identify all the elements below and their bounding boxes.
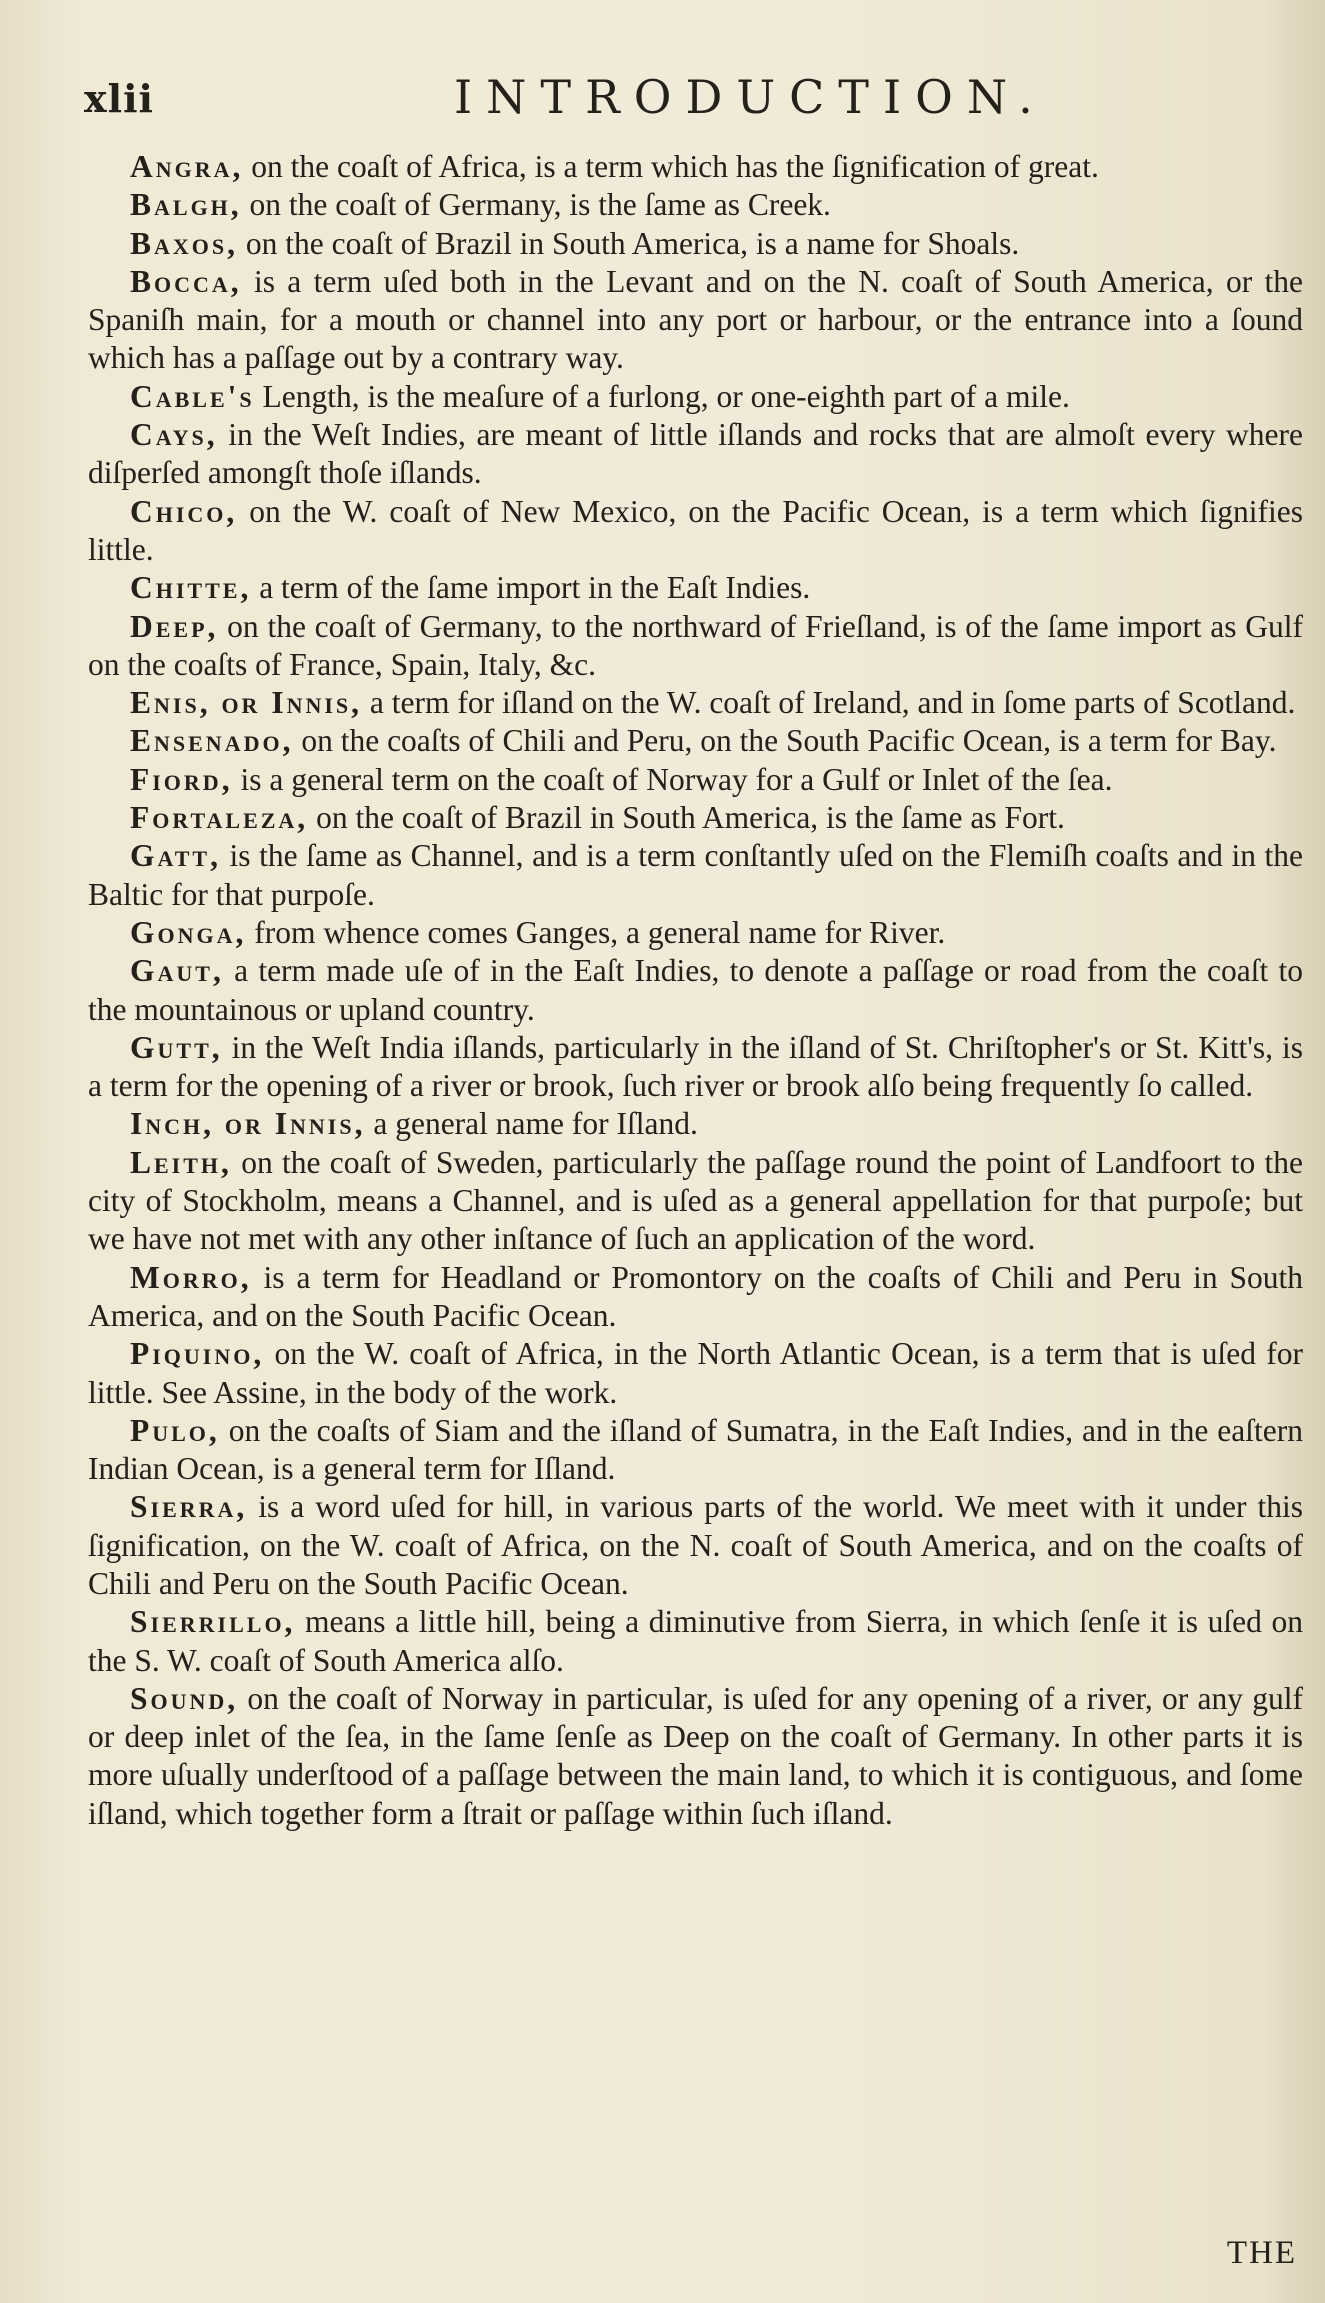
entry-definition: is a word uſed for hill, in various parts of the world. We meet with it under this ſignification, on the W. coaſt of Africa, on the N. coaſt of South America, and on the coaſts of Chili and Peru on the South Pacific Ocean. (88, 1489, 1303, 1601)
entry-definition: in the Weſt Indies, are meant of little iſlands and rocks that are almoſt every where diſperſed amongſt thoſe iſlands. (88, 417, 1303, 491)
glossary-entry (88, 493, 1303, 570)
glossary-entries (88, 148, 1303, 1833)
entry-definition: is the ſame as Channel, and is a term conſtantly uſed on the Flemiſh coaſts and in the Baltic for that purpoſe. (88, 838, 1303, 912)
entry-term: Ensenado, (130, 723, 294, 759)
entry-term: Balgh, (130, 187, 242, 223)
glossary-entry (88, 837, 1303, 914)
entry-term: Chitte, (130, 570, 252, 606)
entry-term: Gonga, (130, 914, 247, 950)
entry-definition: on the coaſt of Germany, to the northward of Frieſland, is of the ſame import as Gulf on the coaſts of France, Spain, Italy, &c. (88, 608, 1303, 682)
entry-definition: on the coaſt of Brazil in South America, is a name for Shoals. (238, 225, 1020, 261)
entry-term: Cays, (130, 417, 218, 453)
entry-term: Inch, or Innis, (130, 1106, 366, 1142)
glossary-entry (88, 1412, 1303, 1489)
entry-definition: on the coaſt of Sweden, particularly the paſſage round the point of Landfoort to the city of Stockholm, means a Channel, and is uſed as a general appellation for that purpoſe; but we have not met with any other inſtance of ſuch an application of the word. (88, 1144, 1303, 1257)
entry-definition: on the coaſts of Siam and the iſland of Sumatra, in the Eaſt Indies, and in the eaſtern Indian Ocean, is a general term for Iſland. (88, 1412, 1303, 1487)
entry-definition: a term for iſland on the W. coaſt of Ireland, and in ſome parts of Scotland. (362, 685, 1296, 721)
entry-definition: on the coaſt of Brazil in South America, is the ſame as Fort. (308, 800, 1065, 836)
entry-term: Gutt, (130, 1029, 223, 1065)
glossary-entry (88, 914, 1303, 952)
glossary-entry (88, 416, 1303, 493)
glossary-entry (88, 799, 1303, 837)
page-number: xlii (84, 76, 154, 121)
entry-term: Sierrillo, (130, 1604, 296, 1640)
entry-term: Sierra, (130, 1489, 248, 1525)
entry-definition: is a general term on the coaſt of Norway for a Gulf or Inlet of the ſea. (232, 761, 1113, 797)
entry-definition: on the W. coaſt of Africa, in the North Atlantic Ocean, is a term that is uſed for little. See Assine, in the body of the work. (88, 1336, 1303, 1410)
entry-term: Bocca, (130, 263, 242, 299)
glossary-entry (88, 186, 1303, 224)
glossary-entry (88, 263, 1303, 378)
glossary-entry (88, 148, 1303, 186)
entry-definition: from whence comes Ganges, a general name for River. (246, 914, 946, 950)
entry-definition: in the Weſt India iſlands, particularly in the iſland of St. Chriſtopher's or St. Kitt's, is a term for the opening of a river or brook, ſuch river or brook alſo being frequently ſo called. (88, 1029, 1303, 1104)
catchword: THE (1226, 2235, 1297, 2271)
entry-term: Angra, (130, 149, 244, 184)
glossary-entry (88, 952, 1303, 1029)
glossary-entry (88, 1680, 1303, 1833)
glossary-entry (88, 722, 1303, 760)
entry-definition: is a term for Headland or Promontory on the coaſts of Chili and Peru in South America, and on the South Pacific Ocean. (88, 1259, 1303, 1333)
glossary-entry (88, 225, 1303, 263)
entry-term: Sound, (130, 1680, 239, 1716)
glossary-entry (88, 761, 1303, 799)
page-header (84, 70, 1294, 130)
entry-definition: a term of the ſame import in the Eaſt Indies. (251, 570, 811, 606)
entry-definition: on the coaſt of Africa, is a term which has the ſignification of great. (243, 149, 1099, 184)
entry-term: Baxos, (130, 225, 239, 261)
glossary-entry (88, 1488, 1303, 1603)
entry-term: Piquino, (130, 1336, 265, 1372)
entry-term: Deep, (130, 608, 219, 644)
glossary-entry (88, 1105, 1303, 1143)
glossary-entry (88, 1603, 1303, 1680)
glossary-entry (88, 1335, 1303, 1412)
entry-term: Pulo, (130, 1412, 220, 1448)
entry-definition: is a term uſed both in the Levant and on the N. coaſt of South America, or the Spaniſh main, for a mouth or channel into any port or harbour, or the entrance into a ſound which has a paſſage out by a contrary way. (88, 263, 1303, 376)
glossary-entry (88, 1259, 1303, 1336)
glossary-entry (88, 1144, 1303, 1259)
entry-definition: on the W. coaſt of New Mexico, on the Pacific Ocean, is a term which ſignifies little. (88, 493, 1303, 567)
entry-definition: a general name for Iſland. (365, 1106, 698, 1142)
entry-definition: on the coaſts of Chili and Peru, on the South Pacific Ocean, is a term for Bay. (293, 723, 1277, 759)
entry-term: Gaut, (130, 953, 224, 989)
entry-definition: means a little hill, being a diminutive from Sierra, in which ſenſe it is uſed on the S. W. coaſt of South America alſo. (88, 1604, 1303, 1678)
entry-term: Gatt, (130, 838, 221, 874)
entry-term: Leith, (130, 1144, 232, 1180)
entry-term: Fortaleza, (130, 800, 309, 836)
running-title: INTRODUCTION. (454, 70, 1047, 124)
entry-term: Cable's (130, 378, 255, 414)
entry-term: Fiord, (130, 761, 233, 797)
entry-term: Chico, (130, 493, 238, 529)
entry-definition: on the coaſt of Germany, is the ſame as Creek. (241, 187, 831, 223)
entry-term: Enis, or Innis, (130, 685, 363, 721)
glossary-entry (88, 1029, 1303, 1106)
entry-definition: on the coaſt of Norway in particular, is uſed for any opening of a river, or any gulf or deep inlet of the ſea, in the ſame ſenſe as Deep on the coaſt of Germany. In other parts it is more uſually underſtood of a paſſage between the main land, to which it is contiguous, and ſome iſland, which together form a ſtrait or paſſage within ſuch iſland. (88, 1680, 1303, 1831)
glossary-entry (88, 684, 1303, 722)
entry-term: Morro, (130, 1259, 252, 1295)
entry-definition: a term made uſe of in the Eaſt Indies, to denote a paſſage or road from the coaſt to the mountainous or upland country. (88, 953, 1303, 1027)
glossary-entry (88, 608, 1303, 685)
entry-definition: Length, is the meaſure of a furlong, or one-eighth part of a mile. (254, 378, 1070, 414)
glossary-entry (88, 569, 1303, 607)
glossary-entry (88, 378, 1303, 416)
